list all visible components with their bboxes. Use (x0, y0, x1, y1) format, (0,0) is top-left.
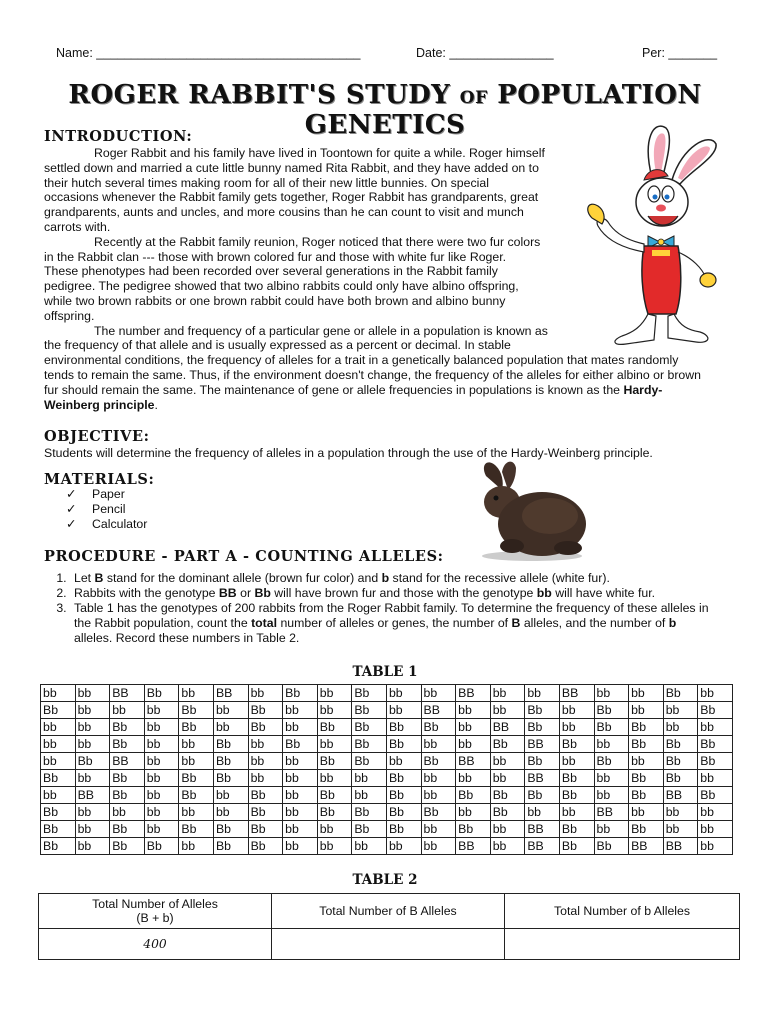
genotype-cell: Bb (317, 719, 352, 736)
genotype-cell: Bb (525, 753, 560, 770)
genotype-cell: bb (144, 736, 179, 753)
table2-answer-total[interactable]: 400 (39, 929, 272, 960)
title-part-1: ROGER RABBIT'S STUDY (68, 80, 451, 110)
procedure-step-1: 1. Let B stand for the dominant allele (brown fur color) and b stand for the recessive allele (white fur). (70, 571, 710, 586)
genotype-cell: bb (144, 821, 179, 838)
genotype-cell: Bb (663, 736, 698, 753)
genotype-cell: bb (317, 821, 352, 838)
genotype-cell: bb (317, 838, 352, 855)
genotype-cell: bb (75, 770, 110, 787)
genotype-cell: bb (559, 753, 594, 770)
introduction-heading: INTRODUCTION: (44, 128, 193, 145)
genotype-cell: bb (283, 821, 318, 838)
genotype-cell: Bb (352, 753, 387, 770)
title-part-3: POPULATION GENETICS (304, 80, 702, 140)
genotype-cell: bb (110, 804, 145, 821)
genotype-cell: Bb (525, 702, 560, 719)
genotype-cell: bb (386, 838, 421, 855)
genotype-cell: Bb (421, 719, 456, 736)
check-icon: ✓ (66, 502, 77, 516)
genotype-cell: bb (594, 821, 629, 838)
genotype-cell: Bb (421, 804, 456, 821)
genotype-cell: bb (179, 736, 214, 753)
genotype-cell: BB (110, 753, 145, 770)
table-row (41, 838, 733, 855)
genotype-cell: bb (248, 753, 283, 770)
genotype-cell: bb (594, 736, 629, 753)
genotype-cell: Bb (213, 821, 248, 838)
genotype-cell: Bb (110, 770, 145, 787)
genotype-cell: bb (490, 821, 525, 838)
genotype-cell: Bb (525, 787, 560, 804)
table2-caption: TABLE 2 (352, 872, 418, 888)
genotype-cell: bb (698, 770, 733, 787)
table2-answer-b[interactable] (505, 929, 740, 960)
brown-rabbit-photo-image (472, 458, 590, 562)
procedure-step-2: 2. Rabbits with the genotype BB or Bb will have brown fur and those with the genotype bb will have white fur. (70, 586, 710, 601)
genotype-cell: bb (594, 685, 629, 702)
genotype-cell: bb (317, 736, 352, 753)
table-row (41, 804, 733, 821)
genotype-cell: Bb (352, 685, 387, 702)
objective-heading: OBJECTIVE: (44, 428, 150, 445)
genotype-cell: Bb (490, 736, 525, 753)
genotype-cell: Bb (629, 719, 664, 736)
genotype-cell: Bb (386, 736, 421, 753)
genotype-cell: Bb (179, 821, 214, 838)
genotype-cell: bb (144, 719, 179, 736)
genotype-cell: bb (698, 838, 733, 855)
genotype-cell: bb (41, 787, 76, 804)
procedure-heading: PROCEDURE - PART A - COUNTING ALLELES: (44, 548, 444, 565)
genotype-cell: bb (179, 838, 214, 855)
genotype-cell: Bb (144, 685, 179, 702)
genotype-cell: Bb (386, 770, 421, 787)
genotype-cell: bb (525, 804, 560, 821)
genotype-cell: BB (456, 685, 491, 702)
table-row (41, 821, 733, 838)
genotype-cell: Bb (698, 753, 733, 770)
name-field[interactable]: Name: ______________________________________ (56, 46, 361, 60)
genotype-cell: Bb (248, 838, 283, 855)
table2-allele-counts (38, 893, 740, 960)
genotype-cell: Bb (110, 838, 145, 855)
table-row (41, 787, 733, 804)
date-field[interactable]: Date: _______________ (416, 46, 554, 60)
genotype-cell: bb (179, 685, 214, 702)
introduction-text: Roger Rabbit and his family have lived in Toontown for quite a while. Roger himself settled down and married a cute little bunny named Rita Rabbit, and they have added on to their hutch several times making room for all of their new little bunnies. On special occasions whenever the Rabbit family gets together, Roger Rabbit has grandparents, great grandparents, aunts and uncles, and more cousins than he can count to visit and munch carrots with. Recently at the Rabbit family reunion, Roger noticed that there were two fur colors in the Rabbit clan --- those with brown colored fur and those with white fur like Roger. These phenotypes had been recorded over several generations in the Rabbit family pedigree. The pedigree showed that two albino rabbits could only have albino offspring, while two brown rabbits or one brown rabbit could have both brown and albino bunny offspring. The number and frequency of a particular gene or allele in a population is known as the frequency of that allele and is usually expressed as a percent or decimal. In stable environmental conditions, the frequency of alleles for a trait in a genetically balanced population that mates randomly tends to remain the same. Thus, if the environment doesn't change, the frequency of the alleles for either albino or brown fur should remain the same. The maintenance of gene or allele frequencies in populations is known as the Hardy- Weinberg principle. (44, 146, 701, 412)
genotype-cell: Bb (41, 770, 76, 787)
genotype-cell: BB (663, 838, 698, 855)
genotype-cell: BB (663, 787, 698, 804)
genotype-cell: bb (213, 787, 248, 804)
genotype-cell: bb (456, 736, 491, 753)
genotype-cell: bb (421, 787, 456, 804)
genotype-cell: bb (179, 804, 214, 821)
procedure-steps (50, 571, 710, 646)
table1-genotypes (40, 684, 733, 855)
genotype-cell: bb (75, 838, 110, 855)
materials-heading: MATERIALS: (44, 471, 155, 488)
genotype-cell: bb (525, 685, 560, 702)
genotype-cell: bb (144, 787, 179, 804)
genotype-cell: bb (352, 770, 387, 787)
genotype-cell: bb (490, 753, 525, 770)
table1-caption: TABLE 1 (352, 664, 418, 680)
list-item: ✓ Paper (66, 487, 125, 501)
genotype-cell: Bb (386, 821, 421, 838)
genotype-cell: bb (421, 770, 456, 787)
genotype-cell: bb (490, 685, 525, 702)
genotype-cell: Bb (525, 719, 560, 736)
genotype-cell: bb (41, 719, 76, 736)
genotype-cell: bb (559, 702, 594, 719)
genotype-cell: Bb (317, 787, 352, 804)
genotype-cell: Bb (110, 736, 145, 753)
table-row (41, 770, 733, 787)
genotype-cell: bb (283, 702, 318, 719)
genotype-cell: Bb (75, 753, 110, 770)
genotype-cell: bb (75, 719, 110, 736)
genotype-cell: Bb (352, 702, 387, 719)
genotype-cell: bb (317, 702, 352, 719)
genotype-cell: bb (663, 702, 698, 719)
genotype-cell: BB (525, 770, 560, 787)
table-row (41, 685, 733, 702)
genotype-cell: bb (663, 719, 698, 736)
genotype-cell: bb (213, 804, 248, 821)
genotype-cell: BB (525, 838, 560, 855)
genotype-cell: bb (317, 685, 352, 702)
genotype-cell: Bb (110, 821, 145, 838)
genotype-cell: Bb (594, 753, 629, 770)
genotype-cell: Bb (248, 821, 283, 838)
genotype-cell: BB (110, 685, 145, 702)
genotype-cell: bb (594, 787, 629, 804)
genotype-cell: Bb (213, 770, 248, 787)
genotype-cell: Bb (213, 736, 248, 753)
genotype-cell: bb (144, 702, 179, 719)
genotype-cell: bb (144, 753, 179, 770)
genotype-cell: Bb (594, 719, 629, 736)
genotype-cell: Bb (283, 736, 318, 753)
genotype-cell: bb (663, 821, 698, 838)
genotype-cell: Bb (559, 838, 594, 855)
genotype-cell: Bb (41, 838, 76, 855)
genotype-cell: BB (490, 719, 525, 736)
genotype-cell: bb (698, 821, 733, 838)
genotype-cell: BB (594, 804, 629, 821)
genotype-cell: bb (352, 838, 387, 855)
genotype-cell: bb (559, 804, 594, 821)
genotype-cell: bb (317, 770, 352, 787)
genotype-cell: bb (456, 702, 491, 719)
roger-rabbit-cartoon-image (582, 118, 732, 346)
genotype-cell: Bb (629, 736, 664, 753)
genotype-cell: bb (629, 753, 664, 770)
genotype-cell: BB (629, 838, 664, 855)
genotype-cell: Bb (594, 702, 629, 719)
genotype-cell: bb (283, 838, 318, 855)
genotype-cell: bb (144, 770, 179, 787)
table-row (41, 736, 733, 753)
genotype-cell: Bb (248, 702, 283, 719)
genotype-cell: Bb (317, 804, 352, 821)
table2-answer-B[interactable] (272, 929, 505, 960)
genotype-cell: Bb (386, 804, 421, 821)
genotype-cell: bb (283, 753, 318, 770)
genotype-cell: bb (456, 719, 491, 736)
genotype-cell: Bb (41, 821, 76, 838)
genotype-cell: Bb (663, 770, 698, 787)
genotype-cell: Bb (352, 821, 387, 838)
genotype-cell: Bb (213, 838, 248, 855)
genotype-cell: bb (629, 804, 664, 821)
genotype-cell: bb (698, 719, 733, 736)
list-item: ✓ Calculator (66, 517, 148, 531)
genotype-cell: bb (248, 770, 283, 787)
genotype-cell: Bb (352, 719, 387, 736)
genotype-cell: Bb (386, 787, 421, 804)
genotype-cell: bb (490, 838, 525, 855)
genotype-cell: bb (179, 753, 214, 770)
genotype-cell: Bb (629, 787, 664, 804)
genotype-cell: bb (421, 838, 456, 855)
genotype-cell: Bb (456, 787, 491, 804)
genotype-cell: bb (283, 770, 318, 787)
genotype-cell: Bb (179, 787, 214, 804)
table2-header-b: Total Number of b Alleles (505, 894, 740, 929)
genotype-cell: bb (248, 685, 283, 702)
genotype-cell: bb (75, 736, 110, 753)
genotype-cell: Bb (352, 736, 387, 753)
genotype-cell: bb (144, 804, 179, 821)
genotype-cell: BB (559, 685, 594, 702)
genotype-cell: bb (421, 821, 456, 838)
genotype-cell: Bb (248, 787, 283, 804)
genotype-cell: Bb (490, 804, 525, 821)
title-part-2: OF (459, 88, 488, 108)
genotype-cell: Bb (179, 702, 214, 719)
genotype-cell: BB (456, 838, 491, 855)
genotype-cell: bb (41, 736, 76, 753)
genotype-cell: Bb (144, 838, 179, 855)
genotype-cell: Bb (698, 702, 733, 719)
table2-header-total: Total Number of Alleles (B + b) (39, 894, 272, 929)
procedure-step-3: 3. Table 1 has the genotypes of 200 rabbits from the Roger Rabbit family. To determine the frequency of these alleles in the Rabbit population, count the total number of alleles or genes, the number of B alleles, and the number of b alleles. Record these numbers in Table 2. (70, 601, 710, 646)
genotype-cell: bb (456, 770, 491, 787)
genotype-cell: Bb (179, 719, 214, 736)
table-row (41, 702, 733, 719)
genotype-cell: bb (594, 770, 629, 787)
genotype-cell: Bb (110, 787, 145, 804)
genotype-cell: Bb (559, 736, 594, 753)
materials-list (66, 487, 147, 532)
genotype-cell: bb (663, 804, 698, 821)
genotype-cell: Bb (559, 787, 594, 804)
genotype-cell: BB (75, 787, 110, 804)
genotype-cell: Bb (41, 804, 76, 821)
genotype-cell: Bb (283, 685, 318, 702)
table-row (41, 719, 733, 736)
genotype-cell: bb (213, 702, 248, 719)
genotype-cell: bb (352, 787, 387, 804)
genotype-cell: bb (283, 804, 318, 821)
genotype-cell: Bb (317, 753, 352, 770)
genotype-cell: bb (75, 685, 110, 702)
genotype-cell: bb (283, 719, 318, 736)
check-icon: ✓ (66, 487, 77, 501)
genotype-cell: bb (41, 753, 76, 770)
list-item: ✓ Pencil (66, 502, 126, 516)
genotype-cell: bb (283, 787, 318, 804)
genotype-cell: Bb (248, 719, 283, 736)
genotype-cell: Bb (386, 719, 421, 736)
genotype-cell: BB (525, 736, 560, 753)
genotype-cell: Bb (421, 753, 456, 770)
genotype-cell: Bb (629, 770, 664, 787)
check-icon: ✓ (66, 517, 77, 531)
genotype-cell: Bb (41, 702, 76, 719)
genotype-cell: bb (213, 719, 248, 736)
genotype-cell: bb (490, 770, 525, 787)
genotype-cell: BB (213, 685, 248, 702)
genotype-cell: bb (110, 702, 145, 719)
genotype-cell: bb (75, 804, 110, 821)
genotype-cell: Bb (559, 770, 594, 787)
genotype-cell: Bb (248, 804, 283, 821)
genotype-cell: Bb (559, 821, 594, 838)
genotype-cell: Bb (179, 770, 214, 787)
genotype-cell: bb (386, 685, 421, 702)
genotype-cell: Bb (663, 753, 698, 770)
genotype-cell: bb (456, 804, 491, 821)
genotype-cell: Bb (629, 821, 664, 838)
genotype-cell: Bb (213, 753, 248, 770)
genotype-cell: bb (421, 736, 456, 753)
genotype-cell: BB (525, 821, 560, 838)
genotype-cell: bb (41, 685, 76, 702)
genotype-cell: bb (248, 736, 283, 753)
genotype-cell: Bb (698, 787, 733, 804)
genotype-cell: BB (456, 753, 491, 770)
genotype-cell: Bb (110, 719, 145, 736)
genotype-cell: Bb (698, 736, 733, 753)
genotype-cell: bb (698, 685, 733, 702)
genotype-cell: Bb (490, 787, 525, 804)
period-field[interactable]: Per: _______ (642, 46, 718, 60)
genotype-cell: bb (75, 821, 110, 838)
genotype-cell: bb (421, 685, 456, 702)
genotype-cell: bb (386, 753, 421, 770)
table-row (41, 753, 733, 770)
genotype-cell: bb (629, 702, 664, 719)
genotype-cell: bb (559, 719, 594, 736)
genotype-cell: Bb (594, 838, 629, 855)
genotype-cell: Bb (663, 685, 698, 702)
genotype-cell: BB (421, 702, 456, 719)
table2-header-B: Total Number of B Alleles (272, 894, 505, 929)
genotype-cell: Bb (352, 804, 387, 821)
objective-text: Students will determine the frequency of alleles in a population through the use of the Hardy-Weinberg principle. (44, 446, 653, 460)
genotype-cell: bb (75, 702, 110, 719)
genotype-cell: bb (490, 702, 525, 719)
genotype-cell: bb (386, 702, 421, 719)
genotype-cell: bb (629, 685, 664, 702)
genotype-cell: bb (698, 804, 733, 821)
genotype-cell: Bb (456, 821, 491, 838)
